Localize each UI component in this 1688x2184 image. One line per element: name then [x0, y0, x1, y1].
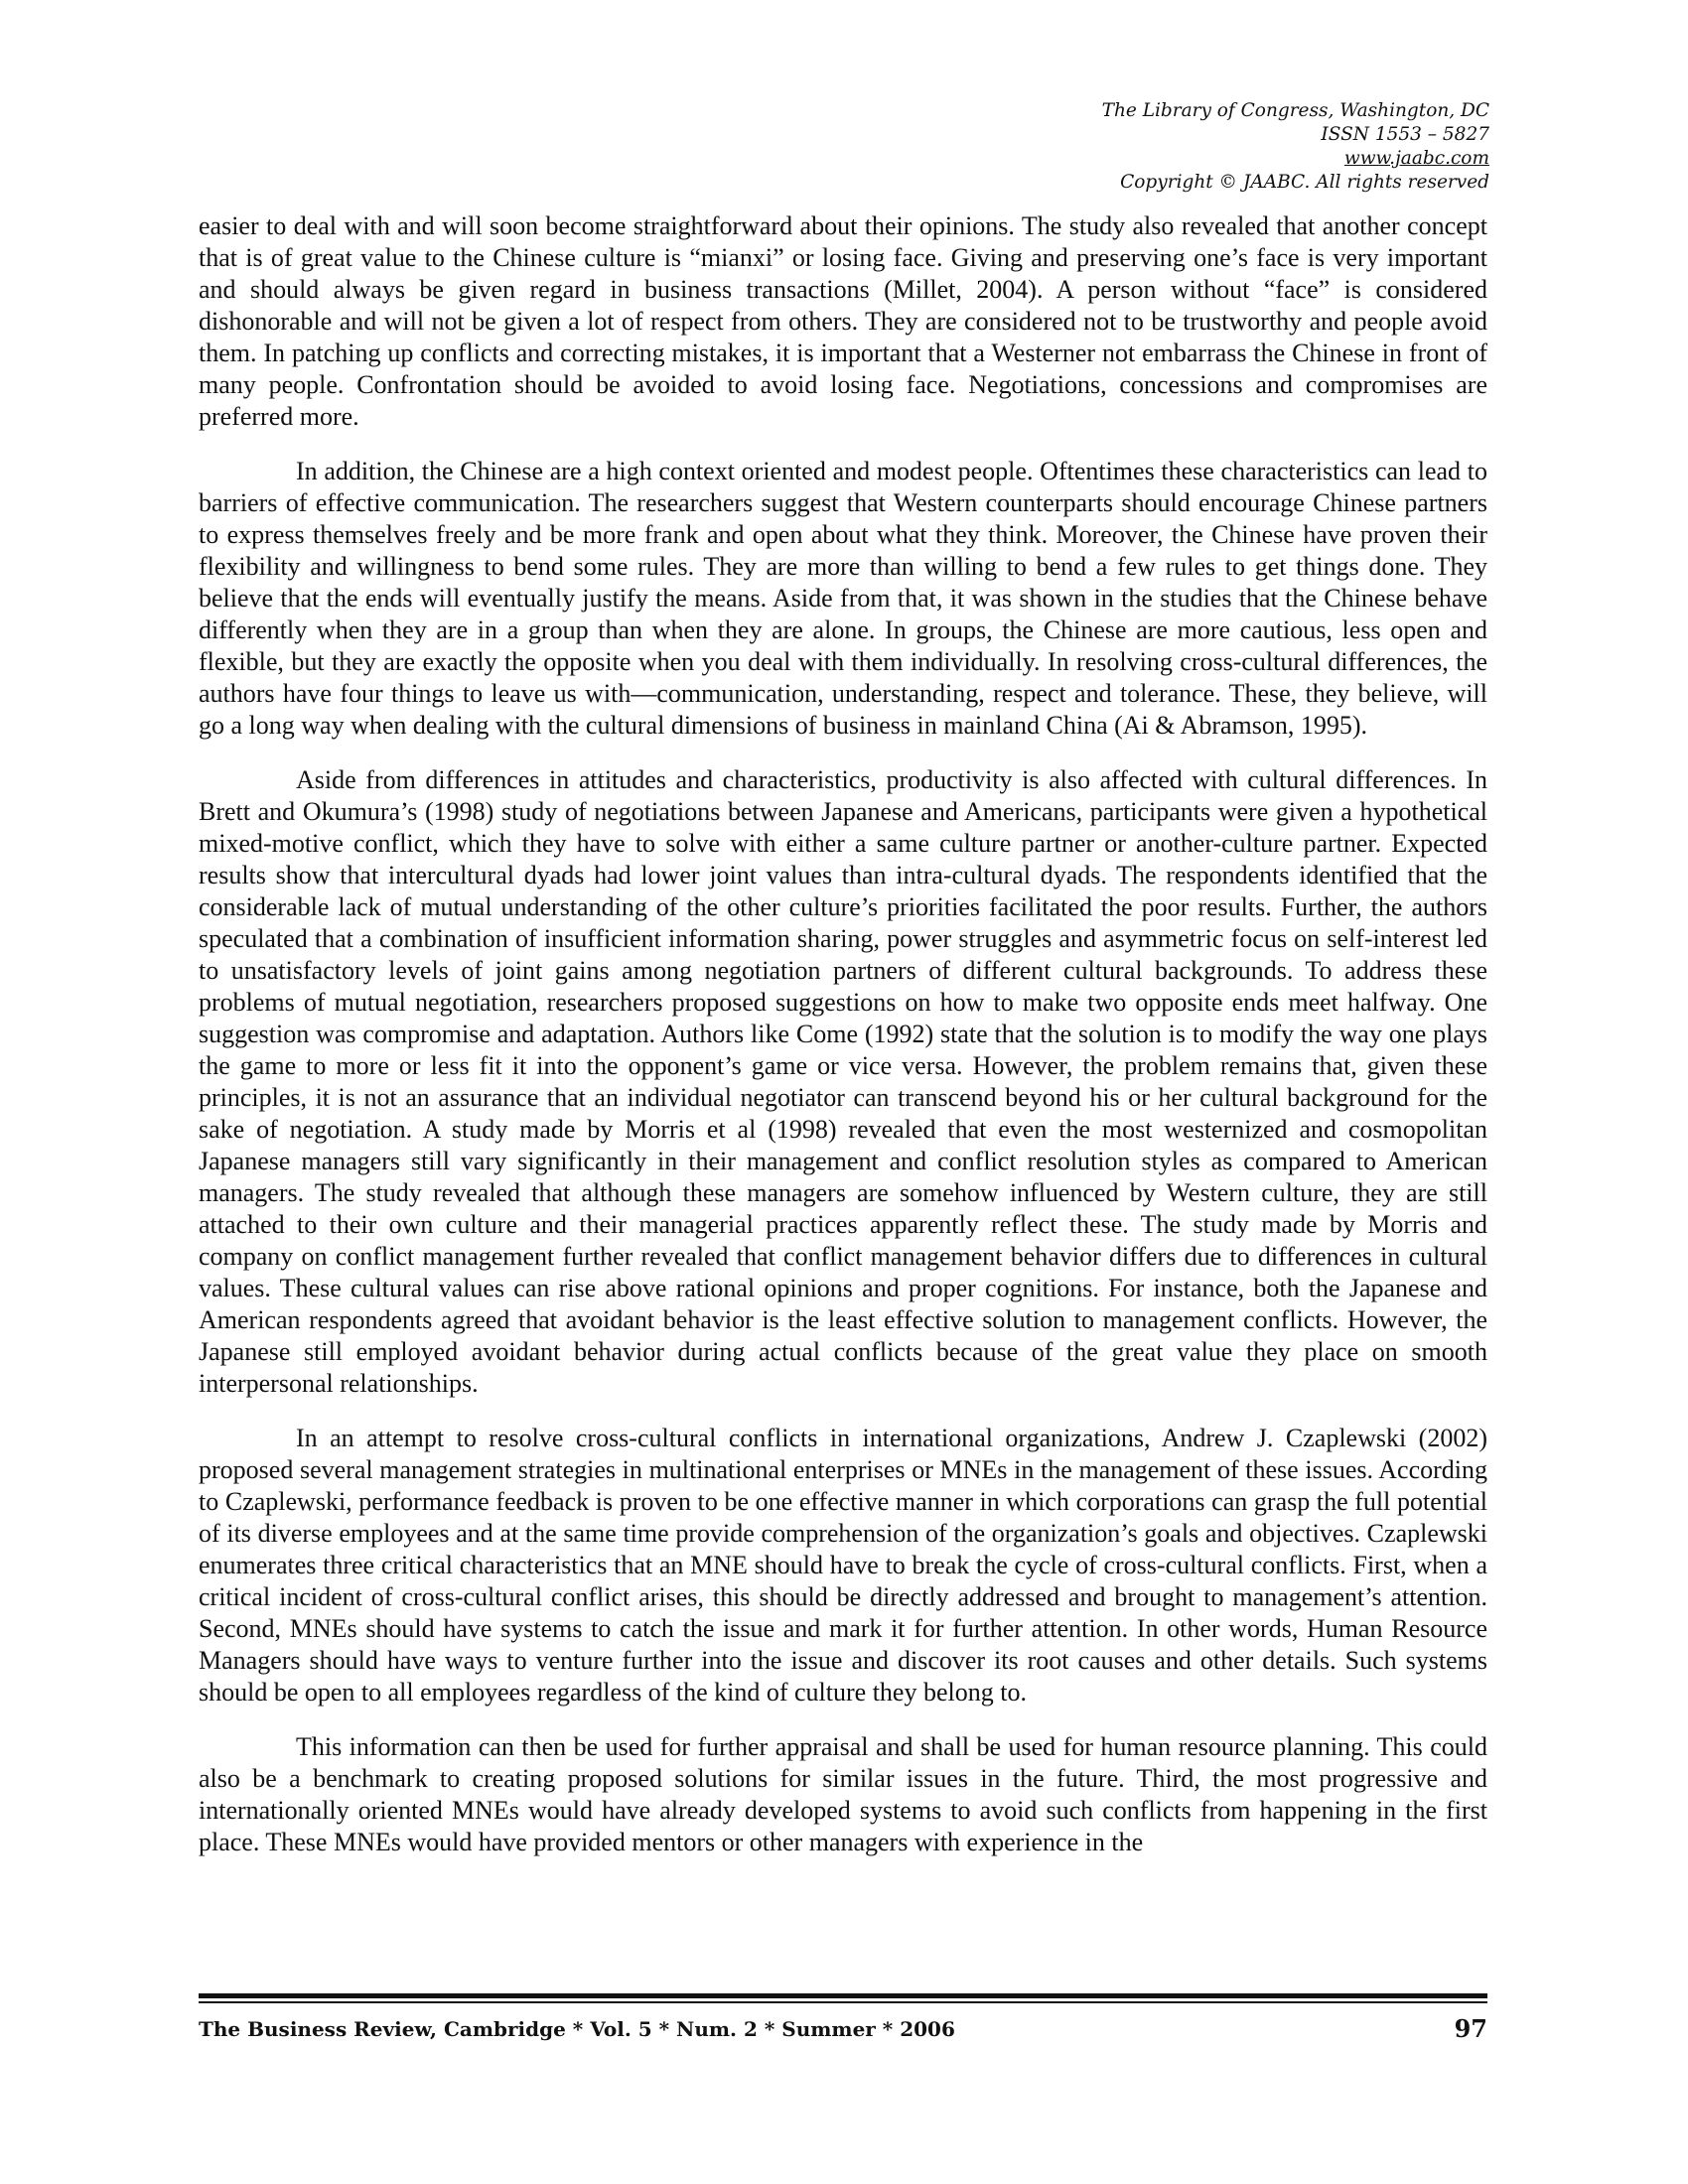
paragraph-3: Aside from differences in attitudes and characteristics, productivity is also affected with cultural differences. In Brett and Okumura’s (1998) study of negotiations between Japanese and Americans, participants were given a hypothetical mixed-motive conflict, which they have to solve with either a same culture partner or another-culture partner. Expected results show that intercultural dyads had lower joint values than intra-cultural dyads. The respondents identified that the considerable lack of mutual understanding of the other culture’s priorities facilitated the poor results. Further, the authors speculated that a combination of insufficient information sharing, power struggles and asymmetric focus on self-interest led to unsatisfactory levels of joint gains among negotiation partners of different cultural backgrounds. To address these problems of mutual negotiation, researchers proposed suggestions on how to make two opposite ends meet halfway. One suggestion was compromise and adaptation. Authors like Come (1992) state that the solution is to modify the way one plays the game to more or less fit it into the opponent’s game or vice versa. However, the problem remains that, given these principles, it is not an assurance that an individual negotiator can transcend beyond his or her cultural background for the sake of negotiation. A study made by Morris et al (1998) revealed that even the most westernized and cosmopolitan Japanese managers still vary significantly in their management and conflict resolution styles as compared to American managers. The study revealed that although these managers are somehow influenced by Western culture, they are still attached to their own culture and their managerial practices apparently reflect these. The study made by Morris and company on conflict management further revealed that conflict management behavior differs due to differences in cultural values. These cultural values can rise above rational opinions and proper cognitions. For instance, both the Japanese and American respondents agreed that avoidant behavior is the least effective solution to management conflicts. However, the Japanese still employed avoidant behavior during actual conflicts because of the great value they place on smooth interpersonal relationships. [199, 765, 1487, 1398]
footer-journal-citation: The Business Review, Cambridge * Vol. 5 * Num. 2 * Summer * 2006 [199, 2017, 955, 2041]
body-text [199, 210, 1487, 1881]
header-issn: ISSN 1553 – 5827 [1321, 124, 1489, 145]
paragraph-1: easier to deal with and will soon become straightforward about their opinions. The study also revealed that another concept that is of great value to the Chinese culture is “mianxi” or losing face. Giving and preserving one’s face is very important and should always be given regard in business transactions (Millet, 2004). A person without “face” is considered dishonorable and will not be given a lot of respect from others. They are considered not to be trustworthy and people avoid them. In patching up conflicts and correcting mistakes, it is important that a Westerner not embarrass the Chinese in front of many people. Confrontation should be avoided to avoid losing face. Negotiations, concessions and compromises are preferred more. [199, 211, 1487, 431]
footer-rule-thick [199, 1993, 1487, 1998]
header-publisher: The Library of Congress, Washington, DC [1101, 100, 1489, 121]
page-number: 97 [1454, 2014, 1487, 2043]
paragraph-2: In addition, the Chinese are a high context oriented and modest people. Oftentimes these characteristics can lead to barriers of effective communication. The researchers suggest that Western counterparts should encourage Chinese partners to express themselves freely and be more frank and open about what they think. Moreover, the Chinese have proven their flexibility and willingness to bend some rules. They are more than willing to bend a few rules to get things done. They believe that the ends will eventually justify the means. Aside from that, it was shown in the studies that the Chinese behave differently when they are in a group than when they are alone. In groups, the Chinese are more cautious, less open and flexible, but they are exactly the opposite when you deal with them individually. In resolving cross-cultural differences, the authors have four things to leave us with—communication, understanding, respect and tolerance. These, they believe, will go a long way when dealing with the cultural dimensions of business in mainland China (Ai & Abramson, 1995). [199, 457, 1487, 740]
footer-divider [199, 1993, 1487, 2003]
paragraph-5: This information can then be used for further appraisal and shall be used for human resource planning. This could also be a benchmark to creating proposed solutions for similar issues in the future. Third, the most progressive and internationally oriented MNEs would have already developed systems to avoid such conflicts from happening in the first place. These MNEs would have provided mentors or other managers with experience in the [199, 1732, 1487, 1856]
paragraph-4: In an attempt to resolve cross-cultural conflicts in international organizations, Andrew J. Czaplewski (2002) proposed several management strategies in multinational enterprises or MNEs in the management of these issues. According to Czaplewski, performance feedback is proven to be one effective manner in which corporations can grasp the full potential of its diverse employees and at the same time provide comprehension of the organization’s goals and objectives. Czaplewski enumerates three critical characteristics that an MNE should have to break the cycle of cross-cultural conflicts. First, when a critical incident of cross-cultural conflict arises, this should be directly addressed and brought to management’s attention. Second, MNEs should have systems to catch the issue and mark it for further attention. In other words, Human Resource Managers should have ways to venture further into the issue and discover its root causes and other details. Such systems should be open to all employees regardless of the kind of culture they belong to. [199, 1424, 1487, 1706]
header-copyright: Copyright © JAABC. All rights reserved [1120, 172, 1489, 193]
running-header [794, 99, 1489, 195]
footer-rule-thin [199, 2001, 1487, 2003]
header-website-link[interactable]: www.jaabc.com [1343, 148, 1489, 169]
